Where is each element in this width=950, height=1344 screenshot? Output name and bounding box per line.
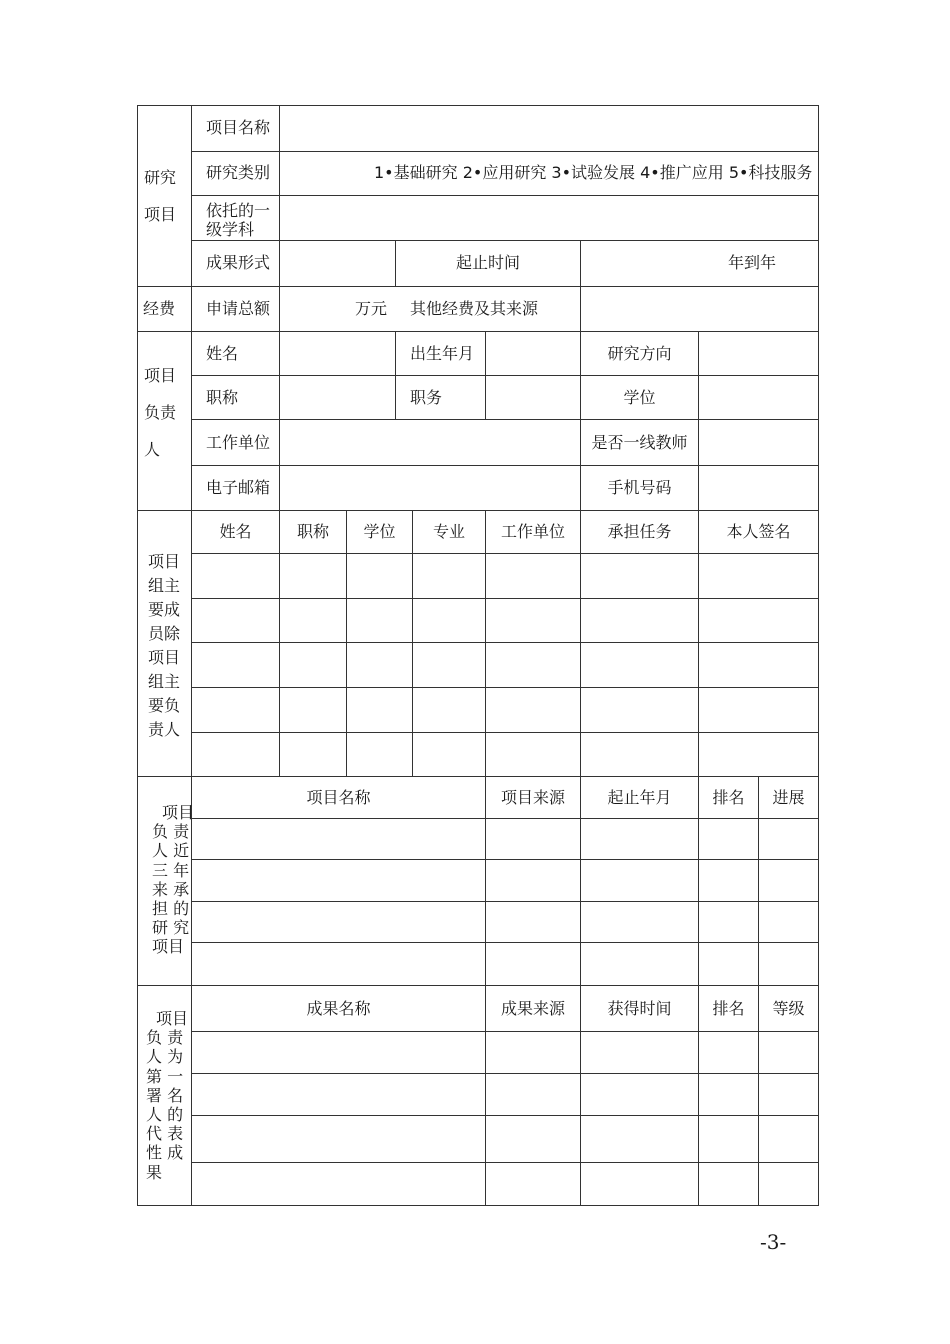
research-type-options: 1•基础研究 2•应用研究 3•试验发展 4•推广应用 5•科技服务 bbox=[374, 163, 813, 182]
row-line bbox=[191, 465, 819, 466]
section-label-leader: 人 bbox=[144, 440, 161, 459]
section-label-project: 项目 bbox=[144, 205, 177, 224]
period-value: 年到年 bbox=[728, 253, 777, 272]
leader-degree-label: 学位 bbox=[623, 388, 656, 407]
row-line bbox=[137, 776, 819, 777]
leader-name-label: 姓名 bbox=[206, 344, 239, 363]
column-divider bbox=[485, 510, 486, 776]
column-divider bbox=[485, 331, 486, 419]
row-line bbox=[191, 818, 819, 819]
period-label: 起止时间 bbox=[455, 253, 520, 272]
achievement-header-rank: 排名 bbox=[712, 999, 745, 1018]
row-line bbox=[137, 286, 819, 287]
section-label-leader: 项目 bbox=[144, 366, 177, 385]
column-divider bbox=[580, 286, 581, 331]
section-label-members: 项目 组主 要成 员除 项目 组主 要负 责人 bbox=[148, 552, 181, 739]
row-line bbox=[137, 985, 819, 986]
members-header-title: 职称 bbox=[296, 522, 329, 541]
research-type-label: 研究类别 bbox=[206, 163, 271, 182]
members-header-name: 姓名 bbox=[219, 522, 252, 541]
column-divider bbox=[580, 240, 581, 286]
column-divider bbox=[698, 776, 699, 1206]
column-divider bbox=[758, 776, 759, 1206]
row-line bbox=[191, 195, 819, 196]
section-label-recent-projects: 项目 负 责 人 近 三 年 来 承 担 的 研 究 项目 bbox=[152, 803, 195, 957]
recent-header-name: 项目名称 bbox=[306, 788, 371, 807]
discipline-label: 依托的一 bbox=[206, 201, 271, 220]
leader-unit-label: 工作单位 bbox=[206, 433, 271, 452]
row-line bbox=[191, 419, 819, 420]
page-number: -3- bbox=[760, 1230, 787, 1254]
row-line bbox=[191, 859, 819, 860]
section-label-project: 研究 bbox=[144, 168, 177, 187]
column-divider bbox=[412, 510, 413, 776]
row-line bbox=[191, 901, 819, 902]
row-line bbox=[191, 1162, 819, 1163]
column-divider bbox=[346, 510, 347, 776]
leader-email-label: 电子邮箱 bbox=[206, 478, 271, 497]
amount-unit: 万元 bbox=[355, 299, 388, 318]
row-line bbox=[191, 732, 819, 733]
column-divider bbox=[279, 331, 280, 510]
result-form-label: 成果形式 bbox=[206, 253, 271, 272]
project-name-label: 项目名称 bbox=[206, 118, 271, 137]
row-line bbox=[137, 510, 819, 511]
achievement-header-grade: 等级 bbox=[772, 999, 805, 1018]
total-amount-label: 申请总额 bbox=[206, 299, 271, 318]
column-divider bbox=[191, 105, 192, 1206]
section-label-funding: 经费 bbox=[143, 299, 176, 318]
row-line bbox=[191, 375, 819, 376]
leader-direction-label: 研究方向 bbox=[607, 344, 672, 363]
leader-post-label: 职务 bbox=[410, 388, 443, 407]
row-line bbox=[137, 105, 819, 106]
leader-title-label: 职称 bbox=[206, 388, 239, 407]
other-funding-label: 其他经费及其来源 bbox=[410, 299, 539, 318]
column-divider bbox=[580, 510, 581, 776]
row-line bbox=[191, 687, 819, 688]
column-divider bbox=[698, 331, 699, 510]
column-divider bbox=[279, 286, 280, 331]
leader-phone-label: 手机号码 bbox=[607, 478, 672, 497]
table-border-left bbox=[137, 105, 138, 1206]
members-header-task: 承担任务 bbox=[607, 522, 672, 541]
row-line bbox=[191, 1031, 819, 1032]
column-divider bbox=[580, 776, 581, 1206]
row-line bbox=[191, 642, 819, 643]
discipline-label: 级学科 bbox=[206, 220, 255, 239]
column-divider bbox=[395, 331, 396, 419]
column-divider bbox=[279, 105, 280, 286]
members-header-signature: 本人签名 bbox=[726, 522, 791, 541]
row-line bbox=[191, 942, 819, 943]
column-divider bbox=[485, 776, 486, 1206]
recent-header-source: 项目来源 bbox=[500, 788, 565, 807]
row-line bbox=[191, 598, 819, 599]
members-header-degree: 学位 bbox=[363, 522, 396, 541]
row-line bbox=[191, 151, 819, 152]
column-divider bbox=[698, 510, 699, 776]
row-line bbox=[191, 553, 819, 554]
recent-header-progress: 进展 bbox=[772, 788, 805, 807]
achievement-header-source: 成果来源 bbox=[500, 999, 565, 1018]
section-label-achievements: 项目 负 责 人 为 第 一 署 名 人 的 代 表 性 成 果 bbox=[146, 1009, 189, 1182]
row-line bbox=[191, 1115, 819, 1116]
achievement-header-name: 成果名称 bbox=[306, 999, 371, 1018]
column-divider bbox=[279, 510, 280, 776]
row-line bbox=[191, 240, 819, 241]
members-header-major: 专业 bbox=[432, 522, 465, 541]
achievement-header-date: 获得时间 bbox=[607, 999, 672, 1018]
section-label-leader: 负责 bbox=[144, 403, 177, 422]
row-line bbox=[191, 1073, 819, 1074]
recent-header-period: 起止年月 bbox=[607, 788, 672, 807]
leader-frontline-label: 是否一线教师 bbox=[591, 433, 688, 452]
members-header-unit: 工作单位 bbox=[500, 522, 565, 541]
leader-birth-label: 出生年月 bbox=[410, 344, 475, 363]
table-border-right bbox=[818, 105, 819, 1206]
row-line bbox=[137, 1205, 819, 1206]
row-line bbox=[137, 331, 819, 332]
recent-header-rank: 排名 bbox=[712, 788, 745, 807]
